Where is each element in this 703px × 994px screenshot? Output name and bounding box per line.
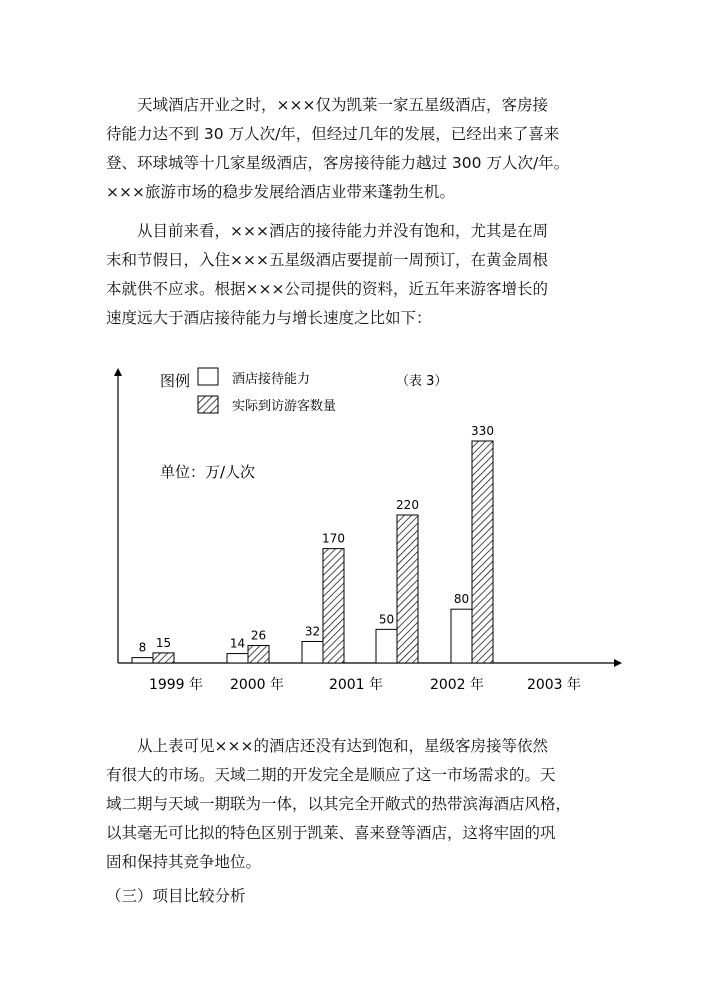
text-line: 以其毫无可比拟的特色区别于凯莱、喜来登等酒店，这将牢固的巩 — [106, 824, 556, 842]
x-tick-label: 2003 年 — [526, 677, 582, 693]
data-label: 8 — [138, 640, 147, 655]
legend-heading: 图例 — [160, 372, 191, 390]
chart-axes — [114, 368, 622, 667]
text-line: 固和保持其竞争地位。 — [106, 853, 262, 871]
chart-title: （表 3） — [396, 374, 448, 389]
data-label: 170 — [322, 531, 345, 546]
data-label: 32 — [304, 624, 321, 639]
bar-visitors — [323, 549, 344, 663]
data-label: 15 — [155, 635, 172, 650]
text-line: 本就供不应求。根据×××公司提供的资料，近五年来游客增长的 — [106, 280, 548, 298]
bar-capacity — [227, 654, 248, 663]
text-line: 速度远大于酒店接待能力与增长速度之比如下： — [106, 309, 432, 327]
paragraph-conclusion — [106, 732, 598, 877]
unit-label: 单位：万/人次 — [160, 463, 256, 481]
text-line: 登、环球城等十几家星级酒店，客房接待能力越过 300 万人次/年。 — [106, 154, 570, 172]
text-line: 从上表可见×××的酒店还没有达到饱和，星级客房接等依然 — [106, 737, 548, 755]
chart-legend — [160, 368, 447, 481]
x-axis-arrow — [614, 659, 622, 667]
x-tick-label: 2001 年 — [328, 677, 384, 693]
text-line: 天域酒店开业之时，×××仅为凯莱一家五星级酒店，客房接 — [106, 96, 548, 114]
section-heading: （三）项目比较分析 — [106, 887, 246, 905]
data-label: 220 — [396, 498, 419, 512]
text-line: 有很大的市场。天域二期的开发完全是顺应了这一市场需求的。天 — [106, 766, 556, 784]
text-line: ×××旅游市场的稳步发展给酒店业带来蓬勃生机。 — [106, 183, 455, 201]
legend-swatch-visitors — [198, 396, 218, 413]
legend-label-capacity: 酒店接待能力 — [232, 372, 311, 387]
x-tick-label: 2002 年 — [429, 677, 485, 693]
x-tick-label: 1999 年 — [148, 677, 204, 693]
data-label: 26 — [250, 628, 267, 643]
legend-label-visitors: 实际到访游客数量 — [232, 399, 337, 414]
y-axis-arrow — [114, 368, 122, 376]
bar-visitors — [397, 515, 418, 663]
data-label: 14 — [229, 636, 246, 651]
bar-visitors — [472, 441, 493, 663]
bar-visitors — [248, 646, 269, 663]
bar-capacity — [451, 609, 472, 663]
bar-visitors — [153, 653, 174, 663]
data-label: 50 — [378, 612, 395, 627]
bar-capacity — [132, 658, 153, 663]
text-line: 末和节假日，入住×××五星级酒店要提前一周预订，在黄金周根 — [106, 251, 548, 269]
bar-capacity — [302, 641, 323, 663]
data-label: 330 — [471, 424, 494, 438]
bar-capacity — [376, 629, 397, 663]
text-line: 从目前来看，×××酒店的接待能力并没有饱和，尤其是在周 — [106, 222, 548, 240]
data-label: 80 — [453, 592, 470, 607]
text-line: 待能力达不到 30 万人次/年，但经过几年的发展，已经出来了喜来 — [106, 125, 560, 143]
legend-swatch-capacity — [198, 368, 218, 385]
x-tick-label: 2000 年 — [229, 677, 285, 693]
text-line: 域二期与天域一期联为一体，以其完全开敞式的热带滨海酒店风格， — [106, 795, 572, 813]
